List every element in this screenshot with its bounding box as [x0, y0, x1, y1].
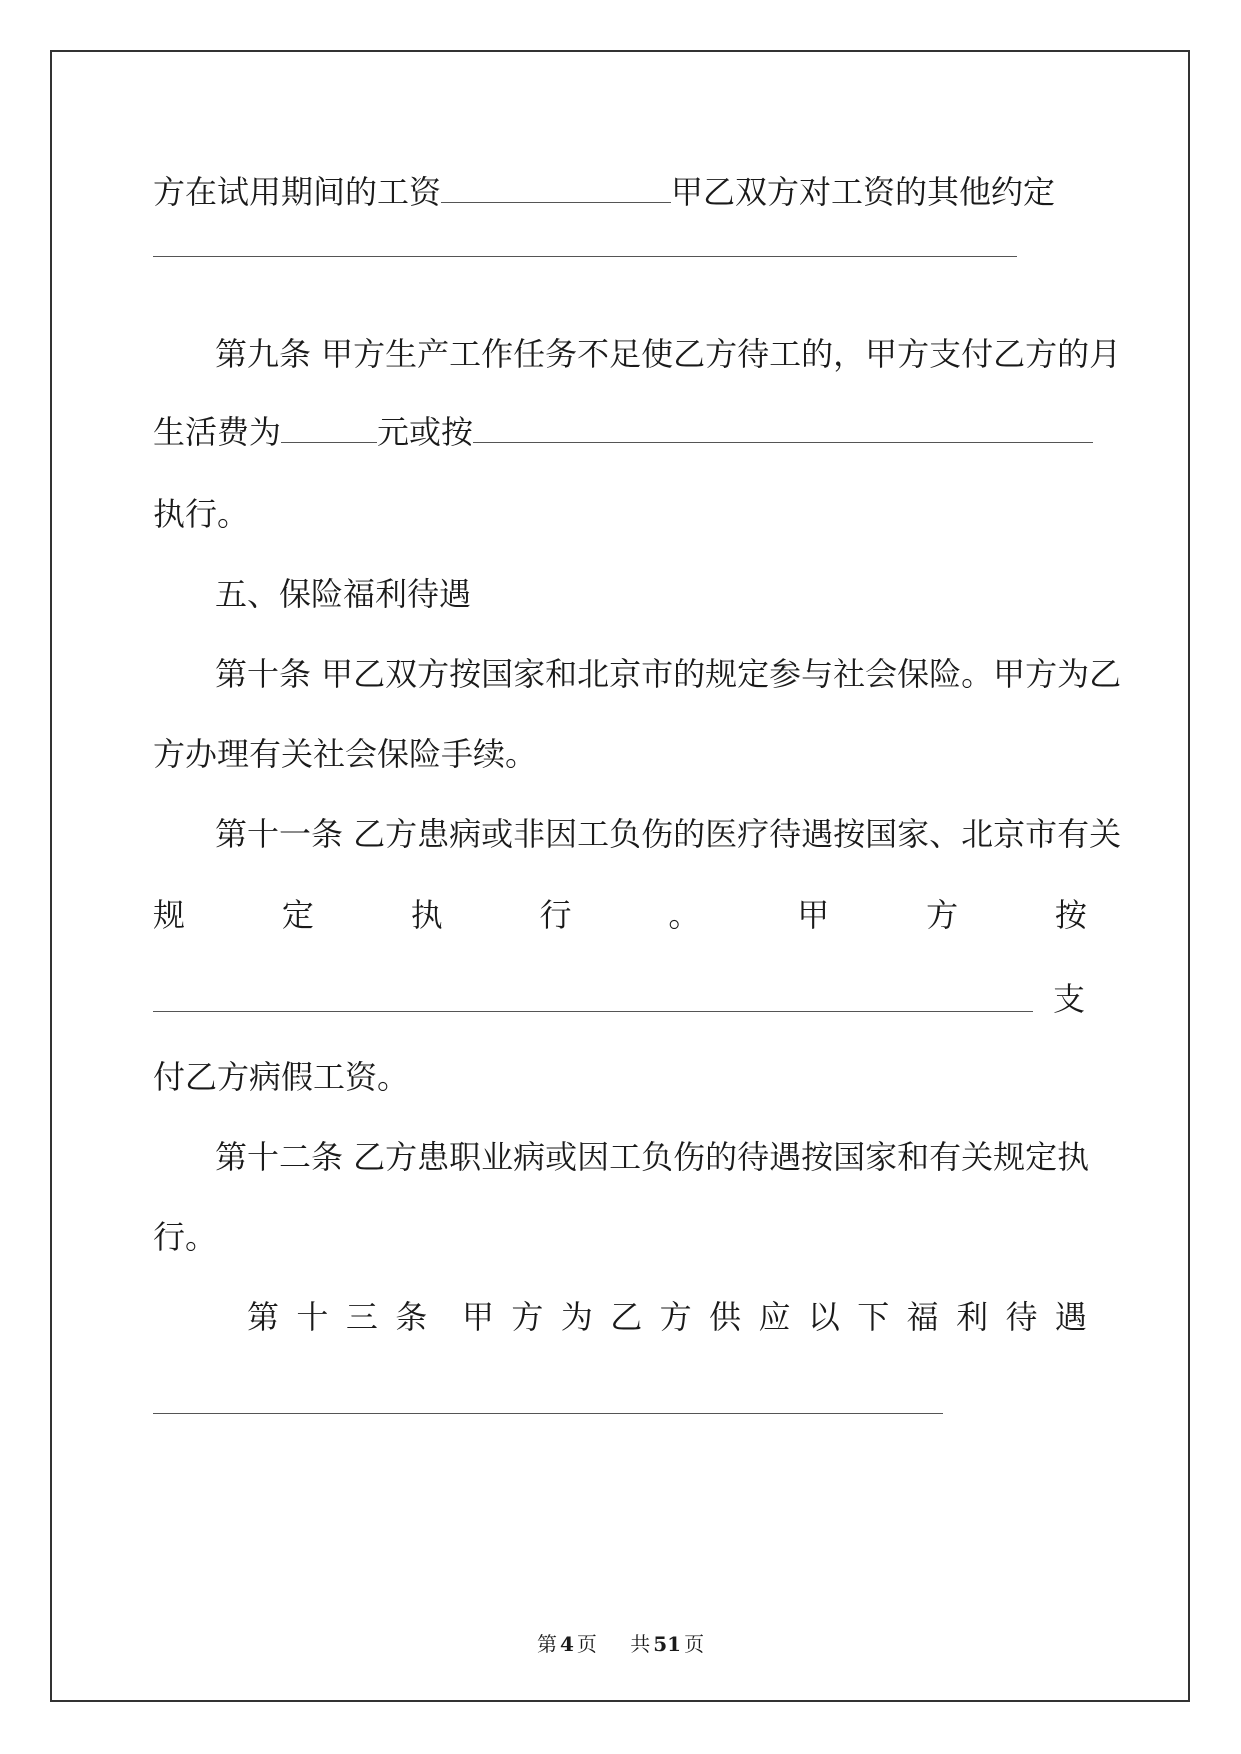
- welfare-benefits-blank: [153, 1413, 943, 1414]
- spread-char: 为: [560, 1298, 593, 1336]
- spread-char: 乙: [610, 1298, 643, 1336]
- article-9: 第九条 甲方生产工作任务不足使乙方待工的，甲方支付乙方的月: [215, 335, 1122, 373]
- allowance-or-label: 元或按: [377, 413, 474, 451]
- article-11: 第十一条 乙方患病或非因工负伤的医疗待遇按国家、北京市有关: [215, 815, 1122, 853]
- page-number: [534, 1632, 600, 1656]
- article-13: [247, 1297, 1087, 1337]
- current-page: 4: [559, 1632, 574, 1656]
- total-prefix: 共: [630, 1632, 651, 1656]
- section-5-heading: 五、保险福利待遇: [215, 575, 472, 613]
- spread-char: 条: [395, 1298, 428, 1336]
- spread-char: 方: [511, 1298, 544, 1336]
- page-border: [50, 50, 1190, 1702]
- article-9-line-3: 执行。: [153, 495, 250, 533]
- spread-char: 利: [956, 1298, 989, 1336]
- spread-char: 下: [857, 1298, 890, 1336]
- spread-char: 甲: [797, 896, 830, 934]
- living-allowance-label: 生活费为: [153, 413, 282, 451]
- spread-char: 定: [281, 896, 314, 934]
- spread-char: 福: [906, 1298, 939, 1336]
- article-12-line-2: 行。: [153, 1218, 218, 1256]
- spread-char: 方: [926, 896, 959, 934]
- spread-char: 。: [668, 896, 701, 934]
- total-suffix: 页: [684, 1632, 705, 1656]
- page-footer: [0, 1632, 1241, 1656]
- spread-char: 以: [807, 1298, 840, 1336]
- total-pages: 51: [653, 1632, 682, 1656]
- text-line-1: [153, 172, 1055, 212]
- sick-pay-standard-blank: [153, 1011, 1033, 1012]
- spread-char: 三: [345, 1298, 378, 1336]
- spread-char: 行: [539, 896, 572, 934]
- allowance-amount-blank: [281, 412, 377, 443]
- allowance-standard-blank: [473, 412, 1093, 443]
- article-11-line-4: 付乙方病假工资。: [153, 1058, 410, 1096]
- spread-char: 待: [1005, 1298, 1038, 1336]
- spread-char: 规: [153, 896, 186, 934]
- spread-char: 第: [247, 1298, 280, 1336]
- article-10-line-2: 方办理有关社会保险手续。: [153, 735, 538, 773]
- spread-char: 甲: [462, 1298, 495, 1336]
- article-9-line-2: [153, 412, 1093, 452]
- article-10: 第十条 甲乙双方按国家和北京市的规定参与社会保险。甲方为乙: [215, 655, 1122, 693]
- page-prefix: 第: [536, 1632, 557, 1656]
- probation-salary-blank: [441, 172, 671, 203]
- salary-other-blank: [153, 256, 1017, 257]
- article-11-line-2: [153, 895, 1087, 935]
- article-12: 第十二条 乙方患职业病或因工负伤的待遇按国家和有关规定执: [215, 1138, 1090, 1176]
- spread-char: 遇: [1054, 1298, 1087, 1336]
- spread-char: 执: [410, 896, 443, 934]
- spread-char: 应: [758, 1298, 791, 1336]
- spread-char: 方: [659, 1298, 692, 1336]
- salary-probation-label: 方在试用期间的工资: [153, 173, 442, 211]
- page-total: [627, 1632, 707, 1656]
- spread-char: 十: [296, 1298, 329, 1336]
- article-11-line-3-end: 支: [1053, 980, 1086, 1018]
- salary-other-label: 甲乙双方对工资的其他约定: [671, 173, 1056, 211]
- page-suffix: 页: [576, 1632, 597, 1656]
- spread-char: 供: [709, 1298, 742, 1336]
- spread-char: 按: [1054, 896, 1087, 934]
